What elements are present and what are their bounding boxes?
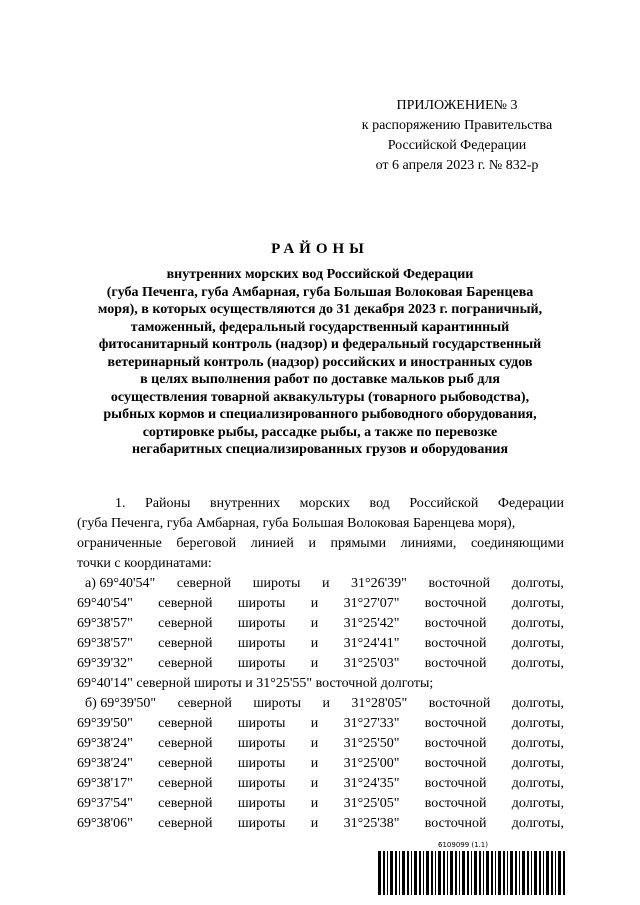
barcode-bar <box>507 851 508 895</box>
subtitle-line: осуществления товарной аквакультуры (товарного рыбоводства), <box>110 389 530 405</box>
coordinate-token: 31°27'07" <box>343 596 400 611</box>
coordinate-token: широты <box>237 596 286 611</box>
barcode <box>378 841 568 897</box>
coordinate-token: северной <box>158 756 213 771</box>
coordinate-token: долготы, <box>511 696 564 711</box>
barcode-bar <box>555 851 556 895</box>
barcode-bar <box>447 851 448 895</box>
subtitle-line: моря), в которых осуществляются до 31 декабря 2023 г. пограничный, <box>97 302 543 317</box>
barcode-bar <box>486 851 489 895</box>
coordinate-token: и <box>310 736 319 751</box>
appendix-government: Российской Федерации <box>387 138 527 153</box>
coordinate-token: и <box>321 576 330 591</box>
coordinate-token: широты <box>237 736 286 751</box>
document-body <box>77 494 564 834</box>
coordinate-line <box>77 774 564 794</box>
barcode-bar <box>399 851 400 895</box>
coordinate-token: 69°37'54" <box>77 796 133 811</box>
barcode-bar <box>423 851 424 895</box>
barcode-bar <box>471 851 472 895</box>
coordinate-token: северной <box>158 616 213 631</box>
coordinate-token: 31°28'05" <box>351 696 408 711</box>
barcode-bar <box>474 851 477 895</box>
coordinate-token: восточной <box>424 596 487 611</box>
barcode-bar <box>431 851 433 895</box>
barcode-bar <box>503 851 505 895</box>
coordinate-token: северной <box>158 636 213 651</box>
coordinate-token: и <box>310 596 319 611</box>
coordinate-line <box>77 734 564 754</box>
coordinate-token: б) 69°39'50" <box>85 696 157 711</box>
coordinate-token: 31°25'42" <box>343 616 400 631</box>
coordinate-line <box>77 654 564 674</box>
barcode-bar <box>467 851 469 895</box>
coordinate-token: и <box>310 776 319 791</box>
barcode-bar <box>558 851 561 895</box>
barcode-bar <box>491 851 493 895</box>
barcode-bar <box>459 851 460 895</box>
subtitle-line: таможенный, федеральный государственный карантинный <box>130 319 510 335</box>
coordinate-token: 69°39'50" <box>77 716 133 731</box>
coordinate-token: широты <box>237 716 286 731</box>
barcode-bar <box>419 851 421 895</box>
barcode-bar <box>407 851 409 895</box>
coordinate-line <box>77 614 564 634</box>
coordinate-token: 31°24'41" <box>343 636 400 651</box>
coordinate-token: 31°25'00" <box>343 756 400 771</box>
barcode-bar <box>522 851 525 895</box>
paragraph-line: точки с координатами: <box>77 556 212 571</box>
coordinate-token: и <box>310 756 319 771</box>
coordinate-token: 69°40'54" <box>77 596 133 611</box>
coordinate-token: долготы, <box>511 776 564 791</box>
coordinate-token: восточной <box>424 636 487 651</box>
coordinate-token: 31°25'03" <box>343 656 400 671</box>
subtitle-line: рыбных кормов и специализированного рыбоводного оборудования, <box>103 407 537 422</box>
paragraph-line: ограниченные береговой линией и прямыми линиями, соединяющими <box>77 536 564 551</box>
coordinate-line-first <box>77 574 564 594</box>
coordinate-token: северной <box>158 776 213 791</box>
coordinate-token: северной <box>158 736 213 751</box>
coordinate-token: долготы, <box>511 636 564 651</box>
barcode-bar <box>551 851 553 895</box>
coordinate-token: долготы, <box>511 596 564 611</box>
coordinate-token: 31°25'05" <box>343 796 400 811</box>
barcode-bar <box>378 851 381 895</box>
coordinate-token: и <box>322 696 330 711</box>
barcode-bar <box>411 851 412 895</box>
coordinate-token: 31°27'33" <box>343 716 400 731</box>
barcode-bar <box>395 851 397 895</box>
coordinate-token: долготы, <box>511 796 564 811</box>
coordinate-token: северной <box>176 576 232 591</box>
coordinate-token: широты <box>253 696 301 711</box>
coordinate-token: северной <box>158 596 213 611</box>
coordinate-line <box>77 754 564 774</box>
coordinate-token: 69°38'57" <box>77 636 133 651</box>
coordinate-token: восточной <box>428 576 491 591</box>
coordinate-token: восточной <box>424 716 487 731</box>
coordinate-line <box>77 794 564 814</box>
coordinate-token: широты <box>237 816 286 831</box>
coordinate-token: и <box>310 816 319 831</box>
coordinate-token: восточной <box>424 776 487 791</box>
coordinate-token: восточной <box>424 816 487 831</box>
coordinate-token: 69°39'32" <box>77 656 133 671</box>
coordinate-token: 31°24'35" <box>343 776 400 791</box>
coordinate-line <box>77 634 564 654</box>
coordinate-token: северной <box>177 696 232 711</box>
coordinate-token: и <box>310 616 319 631</box>
subtitle-line: (губа Печенга, губа Амбарная, губа Большая Волоковая Баренцева <box>106 284 534 300</box>
barcode-image <box>378 851 568 895</box>
coordinate-token: восточной <box>424 736 487 751</box>
coordinate-line <box>77 814 564 834</box>
barcode-bar <box>455 851 457 895</box>
appendix-number: ПРИЛОЖЕНИЕ№ 3 <box>396 98 518 113</box>
coordinate-token: 69°38'24" <box>77 736 133 751</box>
barcode-bar <box>390 851 393 895</box>
subtitle-line: негабаритных специализированных грузов и оборудования <box>131 442 509 457</box>
barcode-bar <box>402 851 405 895</box>
coordinate-token: 31°25'38" <box>343 816 400 831</box>
coordinate-token: долготы, <box>511 716 564 731</box>
coordinate-line-last: 69°40'14" северной широты и 31°25'55" восточной долготы; <box>77 676 434 691</box>
appendix-header <box>330 96 584 176</box>
barcode-number: 6109099 (1.1) <box>438 841 488 849</box>
document-title: РАЙОНЫ <box>271 241 369 257</box>
coordinate-token: долготы, <box>511 656 564 671</box>
coordinate-token: широты <box>237 616 286 631</box>
barcode-bar <box>515 851 517 895</box>
coordinate-token: долготы, <box>511 736 564 751</box>
paragraph-line: (губа Печенга, губа Амбарная, губа Большая Волоковая Баренцева моря), <box>77 516 516 531</box>
coordinate-token: 69°38'24" <box>77 756 133 771</box>
barcode-bar <box>546 851 549 895</box>
barcode-bar <box>483 851 484 895</box>
coordinate-token: широты <box>237 656 286 671</box>
coordinate-token: северной <box>158 656 213 671</box>
document-subtitle <box>60 266 580 459</box>
barcode-bar <box>519 851 520 895</box>
subtitle-line: в целях выполнения работ по доставке мальков рыб для <box>140 372 500 387</box>
barcode-bar <box>527 851 529 895</box>
coordinate-token: и <box>310 656 319 671</box>
coordinate-token: широты <box>237 796 286 811</box>
coordinate-line <box>77 594 564 614</box>
barcode-bar <box>462 851 465 895</box>
coordinate-token: и <box>310 796 319 811</box>
coordinate-token: долготы, <box>511 756 564 771</box>
coordinate-token: 31°26'39" <box>351 576 407 591</box>
coordinate-token: восточной <box>424 656 487 671</box>
barcode-bar <box>414 851 417 895</box>
barcode-bar <box>539 851 541 895</box>
coordinate-token: 69°38'06" <box>77 816 133 831</box>
coordinate-token: широты <box>237 776 286 791</box>
appendix-ref: к распоряжению Правительства <box>361 118 553 133</box>
coordinate-token: 31°25'50" <box>343 736 400 751</box>
coordinate-token: и <box>310 716 319 731</box>
coordinate-token: долготы, <box>511 816 564 831</box>
barcode-bar <box>383 851 385 895</box>
section-a <box>77 574 564 674</box>
barcode-bar <box>443 851 445 895</box>
coordinate-token: долготы, <box>511 616 564 631</box>
barcode-bar <box>510 851 513 895</box>
coordinate-token: широты <box>237 756 286 771</box>
coordinate-line-first <box>77 694 564 714</box>
coordinate-token: северной <box>158 716 213 731</box>
coordinate-token: а) 69°40'54" <box>85 576 156 591</box>
barcode-bar <box>534 851 537 895</box>
coordinate-token: восточной <box>424 796 487 811</box>
barcode-bar <box>531 851 532 895</box>
coordinate-token: и <box>310 636 319 651</box>
coordinate-token: 69°38'57" <box>77 616 133 631</box>
section-b <box>77 694 564 834</box>
barcode-bar <box>479 851 481 895</box>
subtitle-line: внутренних морских вод Российской Федерации <box>166 267 474 282</box>
paragraph-line: 1. Районы внутренних морских вод Российской Федерации <box>115 496 564 511</box>
coordinate-token: 69°38'17" <box>77 776 133 791</box>
coordinate-token: долготы, <box>511 576 564 591</box>
coordinate-line <box>77 714 564 734</box>
barcode-bar <box>450 851 453 895</box>
subtitle-line: сортировке рыбы, рассадке рыбы, а также по перевозке <box>142 424 498 440</box>
barcode-bar <box>435 851 436 895</box>
barcode-bar <box>563 851 565 895</box>
subtitle-line: ветеринарный контроль (надзор) российских и иностранных судов <box>107 354 533 370</box>
subtitle-line: фитосанитарный контроль (надзор) и федеральный государственный <box>98 337 542 352</box>
coordinate-token: восточной <box>424 616 487 631</box>
barcode-bar <box>498 851 501 895</box>
coordinate-token: широты <box>237 636 286 651</box>
barcode-bar <box>426 851 429 895</box>
coordinate-token: северной <box>158 816 213 831</box>
barcode-bar <box>495 851 496 895</box>
coordinate-token: широты <box>252 576 301 591</box>
appendix-date: от 6 апреля 2023 г. № 832-р <box>375 158 539 173</box>
barcode-bar <box>543 851 544 895</box>
barcode-bar <box>438 851 441 895</box>
barcode-bar <box>387 851 388 895</box>
coordinate-token: восточной <box>428 696 491 711</box>
coordinate-token: восточной <box>424 756 487 771</box>
coordinate-token: северной <box>158 796 213 811</box>
